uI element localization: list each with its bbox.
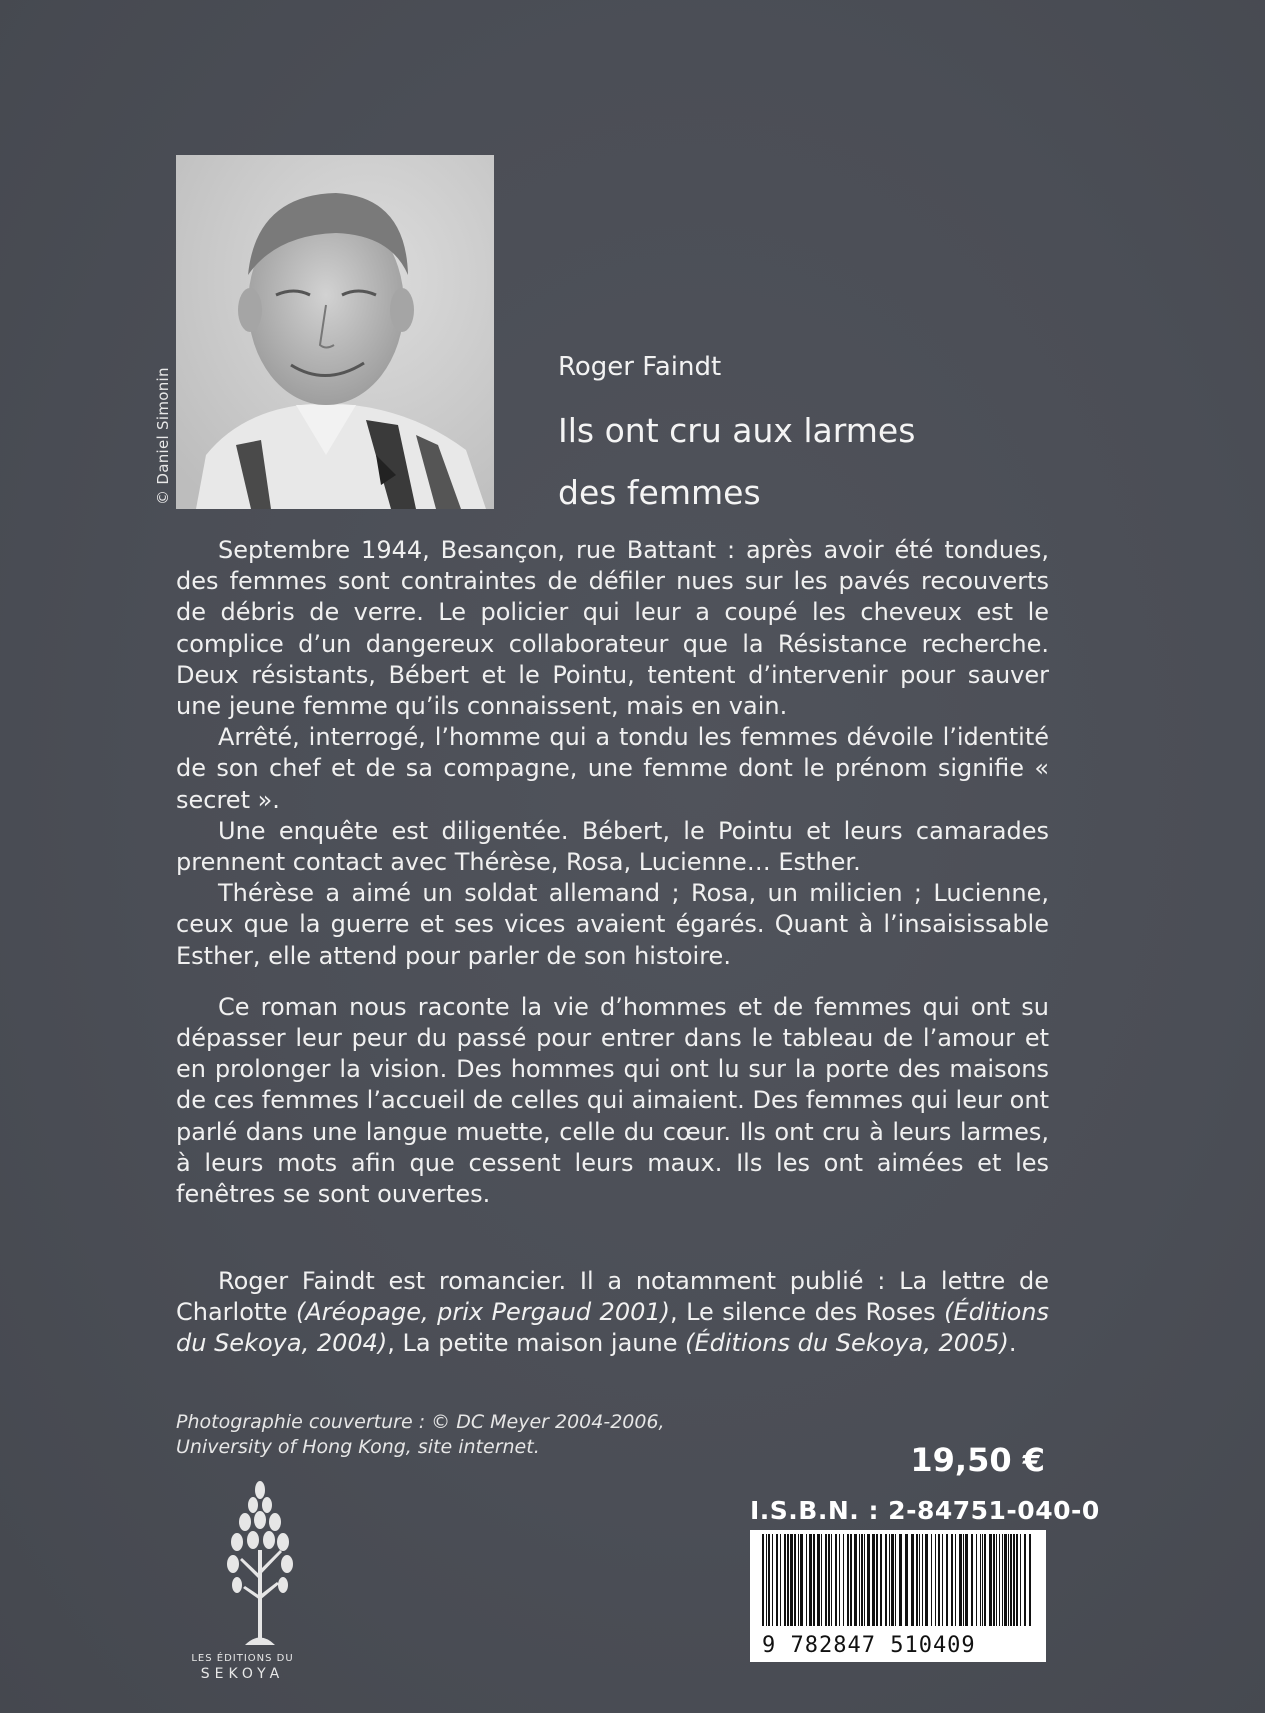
barcode-bar <box>843 1534 844 1626</box>
barcode-bar <box>996 1534 997 1626</box>
barcode-bar <box>880 1534 882 1626</box>
barcode-bar <box>861 1534 863 1626</box>
barcode-bar <box>916 1534 918 1626</box>
barcode-bar <box>946 1534 948 1626</box>
barcode-bar <box>895 1534 896 1626</box>
author-name: Roger Faindt <box>558 352 722 382</box>
barcode-bar <box>935 1534 936 1626</box>
barcode-bar <box>984 1534 986 1626</box>
blurb-paragraph: Thérèse a aimé un soldat allemand ; Rosa, un milicien ; Lucienne, ceux que la guerre et ses vices avaient égarés. Quant à l’insaisissable Esther, elle attend pour parler de son histoire. <box>176 879 1049 970</box>
barcode-bar <box>891 1534 894 1626</box>
barcode-bar <box>835 1534 837 1626</box>
barcode-bar <box>780 1534 781 1626</box>
author-bio <box>176 1266 1049 1360</box>
barcode-bar <box>1020 1534 1021 1626</box>
author-photo <box>176 155 494 509</box>
bio-text: , Le silence des Roses <box>670 1298 945 1327</box>
cover-photo-credit <box>176 1410 665 1460</box>
barcode-bar <box>809 1534 812 1626</box>
blurb <box>176 535 1049 1210</box>
barcode-bar <box>976 1534 977 1626</box>
barcode-bar <box>762 1534 764 1626</box>
barcode-bar <box>905 1534 908 1626</box>
blurb-paragraph: Septembre 1944, Besançon, rue Battant : après avoir été tondues, des femmes sont contraintes de défiler nues sur les pavés recouverts de débris de verre. Le policier qui leur a coupé les cheveux est le complice d’un dangereux collaborateur que la Résistance recherche. Deux résistants, Bébert et le Pointu, tentent d’intervenir pour sauver une jeune femme qu’ils connaissent, mais en vain. <box>176 536 1049 721</box>
bio-publisher: (Éditions du Sekoya, 2005) <box>685 1329 1009 1358</box>
bio-publisher: (Éditions du Sekoya, 2004) <box>176 1298 1050 1358</box>
barcode-bar <box>787 1534 789 1626</box>
bio-publisher: (Aréopage, prix Pergaud 2001) <box>295 1298 670 1327</box>
cover-credit-line: Photographie couverture : © DC Meyer 2004-2006, <box>176 1411 665 1433</box>
barcode-bar <box>1016 1534 1018 1626</box>
barcode-bar <box>821 1534 822 1626</box>
barcode-bar <box>1010 1534 1012 1626</box>
barcode-bar <box>872 1534 875 1626</box>
barcode-bar <box>806 1534 807 1626</box>
cover-credit-line: University of Hong Kong, site internet. <box>176 1436 540 1458</box>
barcode-bar <box>776 1534 778 1626</box>
barcode-bar <box>885 1534 887 1626</box>
barcode-bar <box>1002 1534 1003 1626</box>
barcode-bar <box>850 1534 852 1626</box>
barcode-bar <box>800 1534 803 1626</box>
bio-text: , La petite maison jaune <box>387 1329 686 1358</box>
barcode-bar <box>876 1534 878 1626</box>
barcode-bar <box>889 1534 890 1626</box>
barcode-bar <box>999 1534 1000 1626</box>
blurb-paragraph: Arrêté, interrogé, l’homme qui a tondu les femmes dévoile l’identité de son chef et de sa compagne, une femme dont le prénom signifie « secret ». <box>176 723 1049 814</box>
book-title <box>558 400 915 524</box>
barcode-bar <box>867 1534 870 1626</box>
barcode-bar <box>1029 1534 1031 1626</box>
barcode-bar <box>965 1534 968 1626</box>
barcode-bar <box>1013 1534 1015 1626</box>
barcode-bars <box>750 1530 1046 1630</box>
publisher-name <box>190 1653 295 1682</box>
barcode-bar <box>971 1534 973 1626</box>
barcode-bar <box>899 1534 902 1626</box>
barcode-bar <box>922 1534 923 1626</box>
barcode-bar <box>784 1534 786 1626</box>
barcode-bar <box>982 1534 983 1626</box>
barcode-bar <box>768 1534 770 1626</box>
price: 19,50 € <box>910 1441 1045 1479</box>
isbn: I.S.B.N. : 2-84751-040-0 <box>750 1496 1100 1525</box>
barcode-bar <box>1008 1534 1009 1626</box>
book-title-line: Ils ont cru aux larmes <box>558 411 916 450</box>
barcode-bar <box>989 1534 992 1626</box>
barcode-bar <box>955 1534 956 1626</box>
barcode-bar <box>828 1534 830 1626</box>
barcode-bar <box>839 1534 840 1626</box>
barcode-bar <box>925 1534 928 1626</box>
photo-credit: © Daniel Simonin <box>154 367 172 505</box>
barcode-bar <box>847 1534 849 1626</box>
barcode-bar <box>938 1534 940 1626</box>
book-title-line: des femmes <box>558 473 761 512</box>
barcode-bar <box>813 1534 815 1626</box>
barcode-bar <box>854 1534 857 1626</box>
barcode-bar <box>794 1534 796 1626</box>
barcode-bar <box>980 1534 981 1626</box>
barcode-bar <box>931 1534 932 1626</box>
barcode-bar <box>798 1534 799 1626</box>
bio-text: . <box>1008 1329 1017 1358</box>
barcode-bar <box>825 1534 827 1626</box>
sekoya-tree-logo <box>215 1480 305 1650</box>
publisher-line: LES ÉDITIONS DU <box>191 1653 294 1664</box>
barcode-bar <box>864 1534 865 1626</box>
barcode-bar <box>963 1534 964 1626</box>
barcode-bar <box>790 1534 793 1626</box>
blurb-paragraph: Une enquête est diligentée. Bébert, le Pointu et leurs camarades prennent contact avec Thérèse, Rosa, Lucienne… Esther. <box>176 816 1049 877</box>
barcode-bar <box>993 1534 995 1626</box>
barcode-bar <box>1004 1534 1007 1626</box>
barcode-bar <box>817 1534 820 1626</box>
barcode-bar <box>1024 1534 1026 1626</box>
barcode-bar <box>831 1534 832 1626</box>
barcode-bar <box>766 1534 767 1626</box>
barcode-bar <box>942 1534 943 1626</box>
bio-text: Roger Faindt est romancier. Il a notamment publié : La lettre de Charlotte <box>176 1267 1049 1327</box>
barcode-number: 9 782847 510409 <box>762 1633 976 1658</box>
barcode-bar <box>772 1534 773 1626</box>
publisher-line: SEKOYA <box>200 1666 285 1682</box>
blurb-paragraph: Ce roman nous raconte la vie d’hommes et de femmes qui ont su dépasser leur peur du passé pour entrer dans le tableau de l’amour et en prolonger la vision. Des hommes qui ont lu sur la porte des maisons de ces femmes l’accueil de celles qui aimaient. Des femmes qui leur ont parlé dans une langue muette, celle du cœur. Ils ont cru à leurs larmes, à leurs mots afin que cessent leurs maux. Ils les ont aimées et les fenêtres se sont ouvertes. <box>176 992 1049 1209</box>
barcode-bar <box>911 1534 914 1626</box>
barcode-bar <box>859 1534 860 1626</box>
barcode-bar <box>959 1534 962 1626</box>
barcode-bar <box>919 1534 920 1626</box>
barcode-bar <box>951 1534 953 1626</box>
